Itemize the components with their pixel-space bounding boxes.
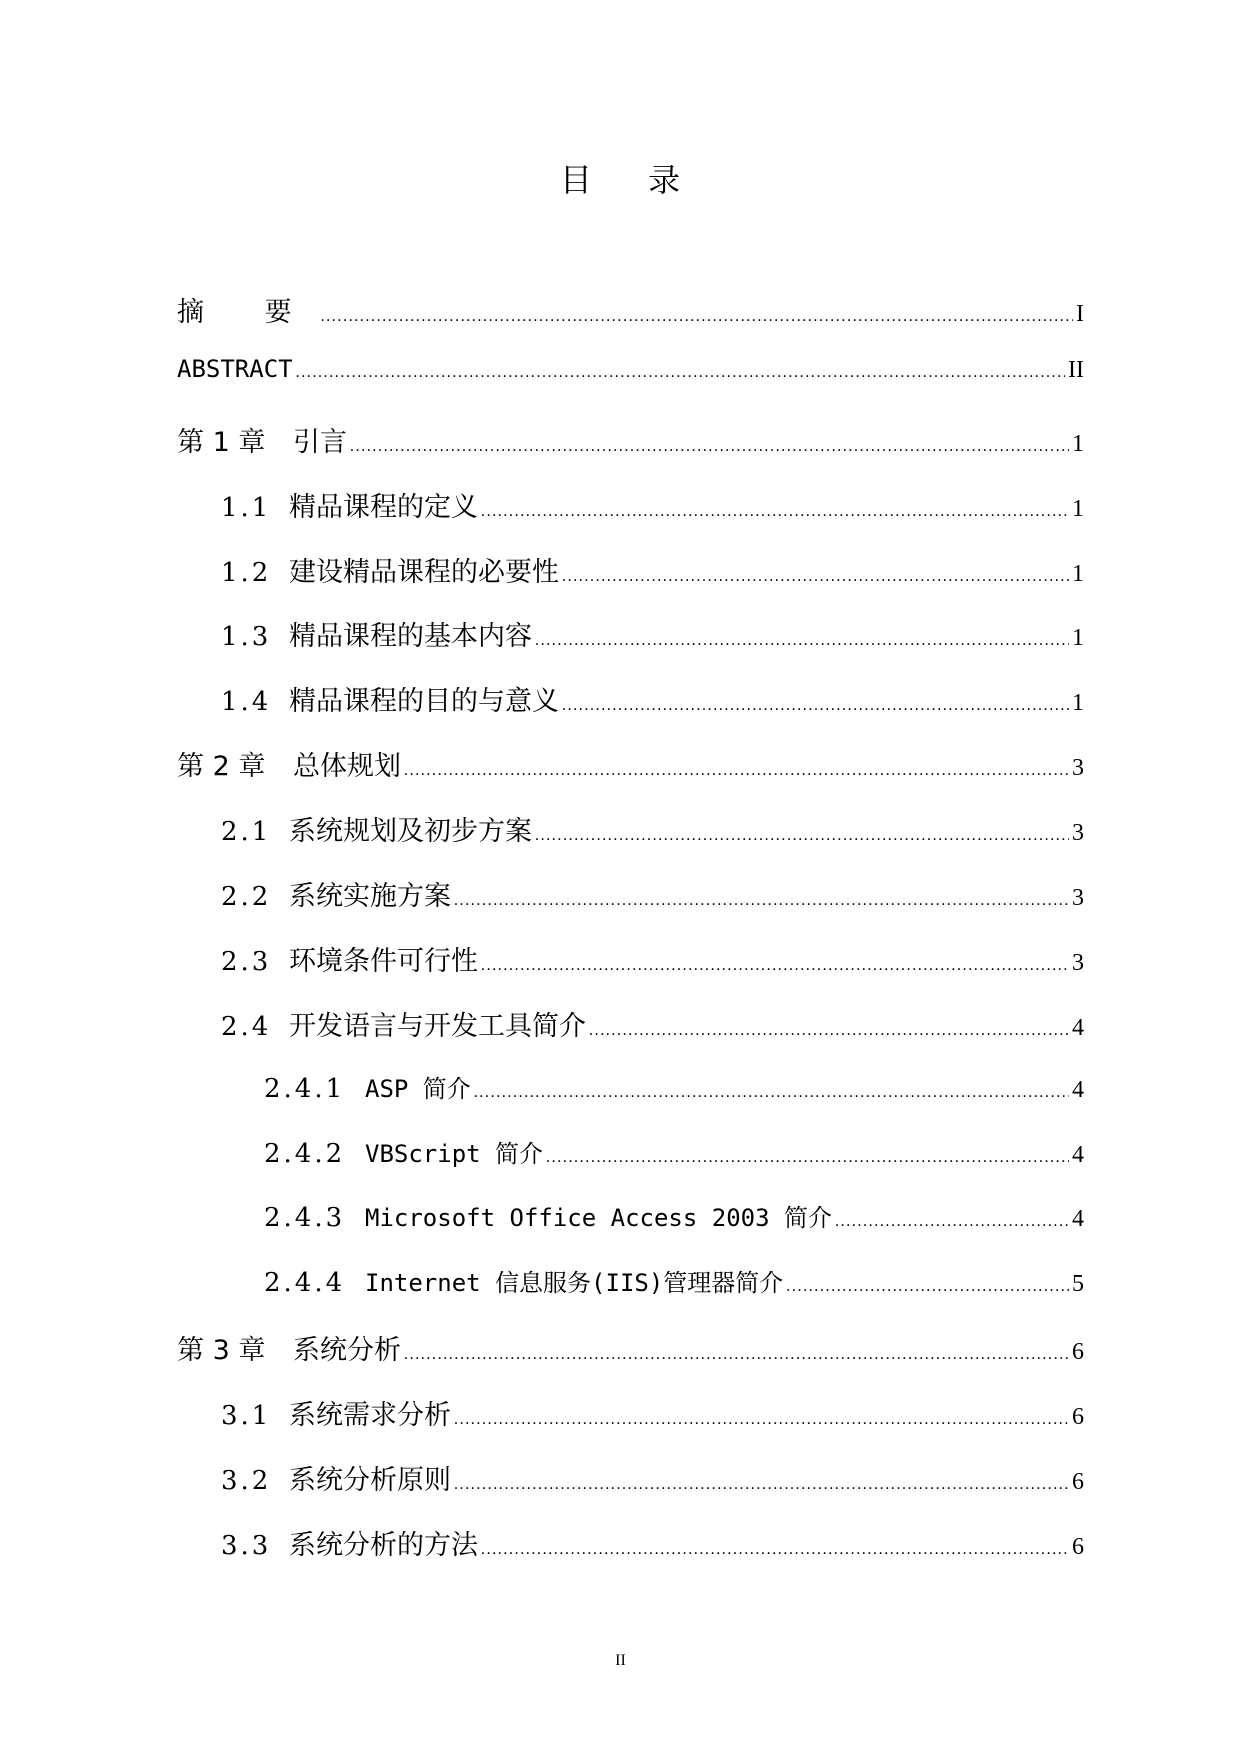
toc-entry-number: 第 3 章 xyxy=(177,1335,266,1367)
toc-entry-label: 引言 xyxy=(293,426,347,458)
dot-leader xyxy=(474,1084,1069,1102)
dot-leader xyxy=(589,1022,1069,1040)
toc-entry-label: 建设精品课程的必要性 xyxy=(289,556,559,588)
dot-leader xyxy=(481,957,1069,975)
toc-entry-page: 3 xyxy=(1072,820,1084,847)
toc-entry-label: 总体规划 xyxy=(293,751,401,783)
page-title: 目 录 xyxy=(559,161,682,199)
dot-leader xyxy=(562,697,1069,715)
toc-entry-page: 6 xyxy=(1072,1339,1084,1366)
toc-entry-number: 第 2 章 xyxy=(177,751,266,783)
toc-entry-number: 2.2 xyxy=(221,882,272,913)
toc-entry[interactable] xyxy=(177,1198,1084,1263)
page-number: II xyxy=(615,1652,626,1669)
toc-entry-number: 2.4.4 xyxy=(264,1268,346,1299)
toc-entry-page: 1 xyxy=(1072,690,1084,717)
toc-entry-number: 1.3 xyxy=(221,622,272,653)
toc-entry-label: 系统实施方案 xyxy=(289,881,451,913)
toc-entry-page: 6 xyxy=(1072,1533,1084,1560)
dot-leader xyxy=(454,1476,1069,1494)
table-of-contents xyxy=(177,290,1084,1588)
toc-entry-page: 3 xyxy=(1072,755,1084,782)
toc-entry[interactable] xyxy=(177,874,1084,939)
dot-leader xyxy=(454,892,1069,910)
toc-entry-page: 4 xyxy=(1072,1141,1084,1168)
toc-entry-number: 2.4.1 xyxy=(264,1073,346,1104)
toc-entry[interactable] xyxy=(177,1393,1084,1458)
toc-entry-label: 精品课程的基本内容 xyxy=(289,621,532,653)
dot-leader xyxy=(321,308,1073,326)
toc-entry[interactable] xyxy=(177,485,1084,550)
toc-entry-label: ASP 简介 xyxy=(365,1074,471,1103)
toc-entry-number: 1.2 xyxy=(221,557,272,588)
dot-leader xyxy=(350,438,1069,456)
toc-entry[interactable] xyxy=(177,550,1084,615)
dot-leader xyxy=(535,632,1069,650)
toc-entry-page: 3 xyxy=(1072,885,1084,912)
dot-leader xyxy=(454,1411,1069,1429)
toc-entry[interactable] xyxy=(177,1069,1084,1134)
toc-entry-label: 环境条件可行性 xyxy=(289,945,478,977)
toc-entry-number: 2.1 xyxy=(221,817,272,848)
toc-entry-page: 3 xyxy=(1072,949,1084,976)
toc-entry[interactable] xyxy=(177,290,1084,355)
toc-entry[interactable] xyxy=(177,939,1084,1004)
toc-entry[interactable] xyxy=(177,1263,1084,1328)
toc-entry-label: ABSTRACT xyxy=(177,354,293,383)
toc-entry-page: 4 xyxy=(1072,1076,1084,1103)
toc-entry[interactable] xyxy=(177,1328,1084,1393)
toc-entry[interactable] xyxy=(177,1458,1084,1523)
toc-entry-label: Internet 信息服务(IIS)管理器简介 xyxy=(365,1269,784,1298)
toc-entry[interactable] xyxy=(177,744,1084,809)
dot-leader xyxy=(481,503,1069,521)
toc-entry-number: 2.4 xyxy=(221,1011,272,1042)
toc-entry-label: 开发语言与开发工具简介 xyxy=(289,1010,586,1042)
dot-leader xyxy=(546,1149,1069,1167)
toc-entry-number: 2.4.2 xyxy=(264,1138,346,1169)
dot-leader xyxy=(535,827,1069,845)
toc-entry-page: 5 xyxy=(1072,1271,1084,1298)
toc-entry-page: 1 xyxy=(1072,495,1084,522)
toc-entry-number: 1.1 xyxy=(221,492,272,523)
toc-entry-label: 系统分析 xyxy=(293,1335,401,1367)
dot-leader xyxy=(835,1213,1069,1231)
toc-entry[interactable] xyxy=(177,1523,1084,1588)
toc-entry-number: 3.3 xyxy=(221,1530,272,1561)
toc-entry-page: 6 xyxy=(1072,1404,1084,1431)
toc-entry-page: 6 xyxy=(1072,1469,1084,1496)
toc-entry-number: 1.4 xyxy=(221,687,272,718)
toc-entry[interactable] xyxy=(177,1004,1084,1069)
toc-entry-page: II xyxy=(1068,356,1084,383)
toc-entry-number: 2.4.3 xyxy=(264,1203,346,1234)
dot-leader xyxy=(404,762,1069,780)
toc-entry-number: 第 1 章 xyxy=(177,426,266,458)
toc-entry-number: 3.1 xyxy=(221,1401,272,1432)
toc-entry-label: 精品课程的目的与意义 xyxy=(289,686,559,718)
toc-entry-number: 3.2 xyxy=(221,1466,272,1497)
toc-entry[interactable] xyxy=(177,809,1084,874)
toc-entry-label: 系统分析原则 xyxy=(289,1465,451,1497)
toc-entry-page: I xyxy=(1076,301,1084,327)
toc-entry-page: 4 xyxy=(1072,1206,1084,1233)
toc-entry-page: 1 xyxy=(1072,560,1084,587)
dot-leader xyxy=(562,568,1069,586)
toc-entry-label: 系统规划及初步方案 xyxy=(289,816,532,848)
toc-entry-number: 2.3 xyxy=(221,946,272,977)
toc-entry-label: 系统需求分析 xyxy=(289,1400,451,1432)
toc-entry[interactable] xyxy=(177,614,1084,679)
toc-entry-page: 4 xyxy=(1072,1014,1084,1041)
toc-entry-label: 系统分析的方法 xyxy=(289,1529,478,1561)
dot-leader xyxy=(296,364,1065,382)
dot-leader xyxy=(786,1278,1069,1296)
toc-entry-label: 精品课程的定义 xyxy=(289,491,478,523)
toc-entry[interactable] xyxy=(177,420,1084,485)
toc-entry[interactable] xyxy=(177,1134,1084,1199)
toc-entry-label: VBScript 简介 xyxy=(365,1139,544,1168)
dot-leader xyxy=(404,1346,1069,1364)
toc-entry-label: Microsoft Office Access 2003 简介 xyxy=(365,1204,833,1233)
toc-entry[interactable] xyxy=(177,355,1084,420)
toc-entry-label: 摘 要 xyxy=(177,297,318,328)
dot-leader xyxy=(481,1541,1069,1559)
toc-entry-page: 1 xyxy=(1072,625,1084,652)
toc-entry-page: 1 xyxy=(1072,430,1084,457)
toc-entry[interactable] xyxy=(177,679,1084,744)
